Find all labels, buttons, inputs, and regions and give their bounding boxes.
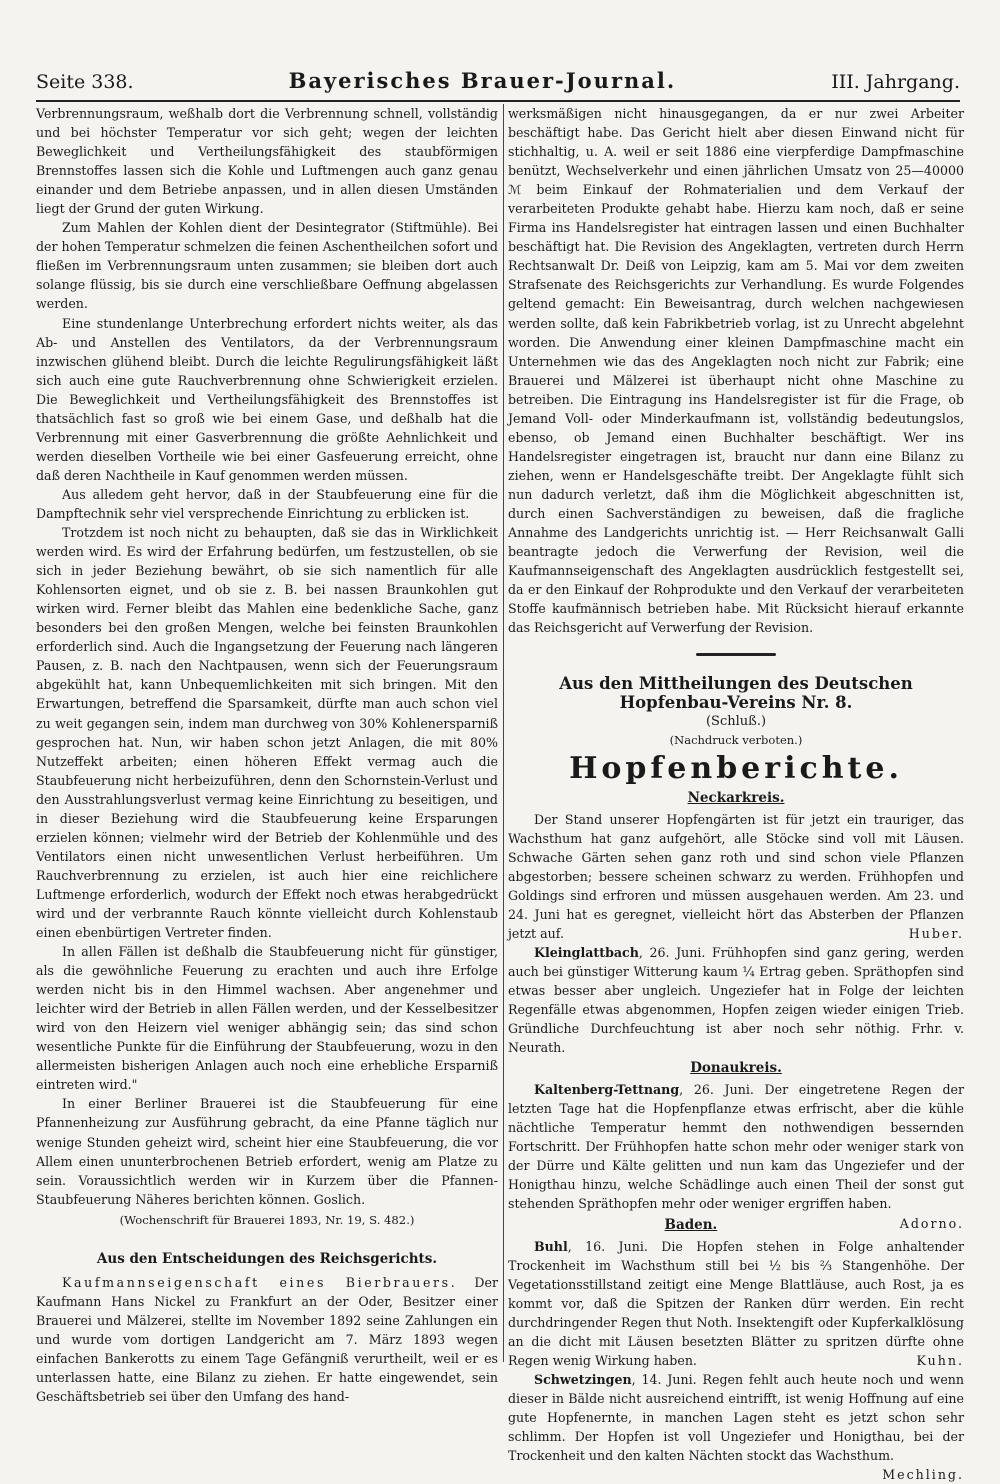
paragraph: Trotzdem ist noch nicht zu behaupten, daß sie das in Wirklichkeit werden wird. Es wird der Erfahrung bedürfen, um festzustellen, ob sie sich in jeder Beziehung bewährt, ob sie sich namentlich für alle Kohlensorten eignet, und ob sie z. B. bei nassen Braunkohlen gut wirken wird. Ferner bleibt das Mahlen eine bedenkliche Sache, ganz besonders bei den großen Mengen, welche bei feinsten Braunkohlen erforderlich sind. Auch die Ingangsetzung der Feuerung nach längeren Pausen, z. B. nach den Nachtpausen, wenn sich der Feuerungsraum abgekühlt hat, kann Unbequemlichkeiten mit sich bringen. Mit den Erwartungen, betreffend die Sparsamkeit, dürfte man auch schon viel zu weit gegangen sein, indem man durchweg von 30% Kohlenersparniß gesprochen hat. Nun, wir haben schon jetzt Anlagen, die mit 80% Nutzeffekt arbeiten; einen höheren Effekt vermag auch die Staubfeuerung nicht herbeizuführen, denn den Schornstein-Verlust und den Ausstrahlungsverlust vermag keine Einrichtung zu beseitigen, und in dieser Beziehung wird die Staubfeuerung keine Ersparungen erzielen können; vielmehr wird der Betrieb der Kohlenmühle und des Ventilators einen nicht unwesentlichen Verlust herbeiführen. Um Rauchverbrennung zu erzielen, ist auch hier eine reichlichere Luftmenge erforderlich, wodurch der Effekt noch etwas herabgedrückt wird und der verbrannte Rauch könnte vielleicht durch Kohlenstaub einen ebenbürtigen Vertreter finden. [36,525,498,941]
paragraph-text: , 16. Juni. Die Hopfen stehen in Folge anhaltender Trockenheit im Wachsthum still bei ½ bis ⅔ Stangenhöhe. Der Vegetationsstillstand zeitigt eine Menge Blattläuse, auch Rost, ja es kommt vor, daß die Spitzen der Ranken dürr werden. Ein recht durchdringender Regen thut Noth. Insektengift oder Kupferkalklösung an die dicht mit Läusen besetzten Blätter zu spritzen dürfte ohne Regen wenig Wirkung haben. [508,1238,964,1368]
page-number: Seite 338. [36,71,134,93]
page-header [36,68,960,98]
place-name: Kaltenberg-Tettnang [534,1082,680,1098]
right-column [508,104,964,1484]
volume-label: III. Jahrgang. [831,71,960,93]
paragraph [508,1237,964,1370]
journal-title: Bayerisches Brauer-Journal. [288,68,677,93]
reprint-notice: (Nachdruck verboten.) [669,733,803,748]
header-rule [36,100,960,102]
paragraph: werksmäßigen nicht hinausgegangen, da er nur zwei Arbeiter beschäftigt habe. Das Gericht hielt aber diesen Einwand nicht für stichhaltig, u. A. weil er seit 1886 eine vierpferdige Dampfmaschine benützt, Wechselverkehr und einen jährlichen Umsatz von 25—40000 ℳ beim Einkauf der Rohmaterialien und dem Verkauf der verarbeiteten Produkte gehabt habe. Hierzu kam noch, daß er seine Firma ins Handelsregister hat eintragen lassen und einen Buchhalter beschäftigt hat. Die Revision des Angeklagten, vertreten durch Herrn Rechtsanwalt Dr. Deiß von Leipzig, kam am 5. Mai vor dem zweiten Strafsenate des Reichsgerichts zur Verhandlung. Es wurde Folgendes geltend gemacht: Ein Beweisantrag, durch welchen nachgewiesen werden sollte, daß kein Fabrikbetrieb vorlag, ist zu Unrecht abgelehnt worden. Die Anwendung einer kleinen Dampfmaschine macht ein Unternehmen wie das des Angeklagten noch nicht zur Fabrik; eine Brauerei und Mälzerei ist überhaupt nicht ohne Maschine zu betreiben. Die Eintragung ins Handelsregister ist für die Frage, ob Jemand Voll- oder Minderkaufmann ist, vollständig bedeutungslos, ebenso, ob Jemand einen Buchhalter beschäftigt. Wer ins Handelsregister eingetragen ist, braucht nur dann eine Bilanz zu ziehen, wenn er Handelsgeschäfte treibt. Der Angeklagte fühlt sich nun dadurch verletzt, daß ihm die Möglichkeit abgeschnitten ist, durch einen Sachverständigen zu beweisen, daß die fragliche Annahme des Landgerichts unrichtig ist. — Herr Reichsanwalt Galli beantragte jedoch die Verwerfung der Revision, weil die Kaufmannseigenschaft des Angeklagten ausdrücklich festgestellt sei, da er den Einkauf der Rohprodukte und den Verkauf der verarbeiteten Stoffe kaufmännisch betrieben habe. Mit Rücksicht hierauf erkannte das Reichsgericht auf Verwerfung der Revision. [508,106,964,636]
paragraph [508,810,964,943]
left-column [36,104,498,1406]
paragraph-text: , 14. Juni. Regen fehlt auch heute noch und wenn dieser in Bälde nicht ausreichend eintrifft, ist wenig Hoffnung auf eine gute Hopfenernte, in manchen Lagen steht es jetzt schon sehr schlimm. Der Hopfen ist voll Ungeziefer und Honigthau, bei der Trockenheit und den kalten Nächten stockt das Wachsthum. [508,1371,964,1464]
paragraph: In einer Berliner Brauerei ist die Staubfeuerung für eine Pfannenheizung zur Ausführung gebracht, da eine Pfanne täglich nur wenige Stunden geheizt wird, scheint hier eine Staubfeuerung, die vor Allem einen ununterbrochenen Betrieb erfordert, wenig am Platze zu sein. Voraussichtlich werden wir in Kurzem über die Pfannen-Staubfeuerung Näheres berichten können. Goslich. [36,1096,498,1207]
place-name: Kleinglattbach [534,944,639,960]
section-subheading: (Schluß.) [705,714,767,730]
region-heading: Neckarkreis. [687,789,785,806]
section-heading: Aus den Entscheidungen des Reichsgerichts. [96,1250,438,1267]
paragraph: In allen Fällen ist deßhalb die Staubfeuerung nicht für günstiger, als die gewöhnliche Feuerung zu erachten und auch ihre Erfolge werden nicht bis in den Himmel wachsen. Aber angenehmer und leichter wird der Betrieb in allen Fällen werden, und der Kesselbesitzer wird von den Heizern viel weniger abhängig sein; das sind schon wesentliche Punkte für die Einführung der Staubfeuerung, wozu in den allermeisten bisherigen Anlagen auch noch eine erhebliche Ersparniß eintreten wird." [36,944,498,1093]
hop-reports-title: Hopfenberichte. [569,750,903,786]
paragraph: Verbrennungsraum, weßhalb dort die Verbrennung schnell, vollständig und bei höchster Temperatur vor sich geht; wegen der leichten Beweglichkeit und Vertheilungsfähigkeit des staubförmigen Brennstoffes lassen sich die Kohle und Luftmengen auch ganz genau einander und dem Betriebe anpassen, und in allen diesen Umständen liegt der Grund der guten Wirkung. [36,106,498,217]
paragraph [508,1370,964,1483]
place-name: Buhl [534,1238,568,1254]
lead-in: Kaufmannseigenschaft eines Bierbrauers. [62,1274,458,1290]
paragraph-text: Der Stand unserer Hopfengärten ist für jetzt ein trauriger, das Wachsthum hat ganz aufgehört, alle Stöcke sind voll mit Läusen. Schwache Gärten sehen ganz roth und sind schon viele Pflanzen abgestorben; bessere scheinen schwarz zu werden. Frühhopfen und Goldings sind erfroren und müssen ausgehauen werden. Am 23. und 24. Juni hat es geregnet, vielleicht hört das Absterben der Pflanzen jetzt auf. [508,811,964,941]
signature: Huber. [908,925,964,941]
signature: Adorno. [899,1215,964,1231]
section-heading: Aus den Mittheilungen des Deutschen Hopfenbau-Vereins Nr. 8. [559,674,913,713]
paragraph-text: , 26. Juni. Der eingetretene Regen der letzten Tage hat die Hopfenpflanze etwas erfrischt, aber die kühle nächtliche Temperatur hemmt den nothwendigen bessernden Fortschritt. Der Frühhopfen hatte schon mehr oder weniger stark von der Dürre und Kälte gelitten und nun kam das Ungeziefer und der Honigthau hinzu, welche Schädlinge auch einen Theil der sonst gut stehenden Spräthopfen mehr oder weniger ergriffen haben. [508,1082,964,1212]
source-citation: (Wochenschrift für Brauerei 1893, Nr. 19, S. 482.) [119,1212,415,1227]
paragraph-text: Der Kaufmann Hans Nickel zu Frankfurt an der Oder, Besitzer einer Brauerei und Mälzerei, stellte im November 1892 seine Zahlungen ein und wurde vom dortigen Landgericht am 7. März 1893 wegen einfachen Bankerotts zu einem Tage Gefängniß verurtheilt, weil er es unterlassen hatte, eine Bilanz zu ziehen. Er hatte eingewendet, sein Geschäftsbetrieb sei über den Umfang des hand- [36,1274,498,1405]
section-divider [696,653,776,656]
paragraph [36,1273,498,1406]
signature: Kuhn. [916,1352,964,1368]
paragraph [508,943,964,1057]
place-name: Schwetzingen [534,1371,632,1387]
column-rule [503,104,504,1362]
paragraph: Zum Mahlen der Kohlen dient der Desintegrator (Stiftmühle). Bei der hohen Temperatur schmelzen die feinen Aschentheilchen sofort und fließen im Verbrennungsraum unten zusammen; sie bleiben dort auch solange flüssig, bis sie durch eine verschließbare Oeffnung abgelassen werden. [36,220,498,312]
signature: Mechling. [882,1467,964,1483]
region-heading: Baden. [664,1216,718,1233]
paragraph: Eine stundenlange Unterbrechung erfordert nichts weiter, als das Ab- und Anstellen des Ventilators, da der Verbrennungsraum inzwischen glühend bleibt. Durch die leichte Regulirungsfähigkeit läßt sich auch eine gute Rauchverbrennung ohne Schwierigkeit erzielen. Die Beweglichkeit und Vertheilungsfähigkeit des Brennstoffes ist thatsächlich fast so groß wie bei einem Gase, und deßhalb hat die Verbrennung mit einer Gasverbrennung die größte Aehnlichkeit und werden dieselben Vortheile wie bei einer Gasfeuerung erreicht, ohne daß deren Nachtheile in Kauf genommen werden müssen. [36,315,498,483]
region-heading: Donaukreis. [690,1060,782,1077]
paragraph-text: , 26. Juni. Frühhopfen sind ganz gering, werden auch bei günstiger Witterung kaum ¼ Ertrag geben. Spräthopfen sind etwas besser aber ungleich. Ungeziefer hat in Folge der leichten Regenfälle etwas abgenommen, Hopfen zeigen wieder einigen Trieb. Gründliche Durchfeuchtung ist aber noch sehr nöthig. Frhr. v. Neurath. [508,944,964,1056]
paragraph: Aus alledem geht hervor, daß in der Staubfeuerung eine für die Dampftechnik sehr viel versprechende Einrichtung zu erblicken ist. [36,486,498,521]
